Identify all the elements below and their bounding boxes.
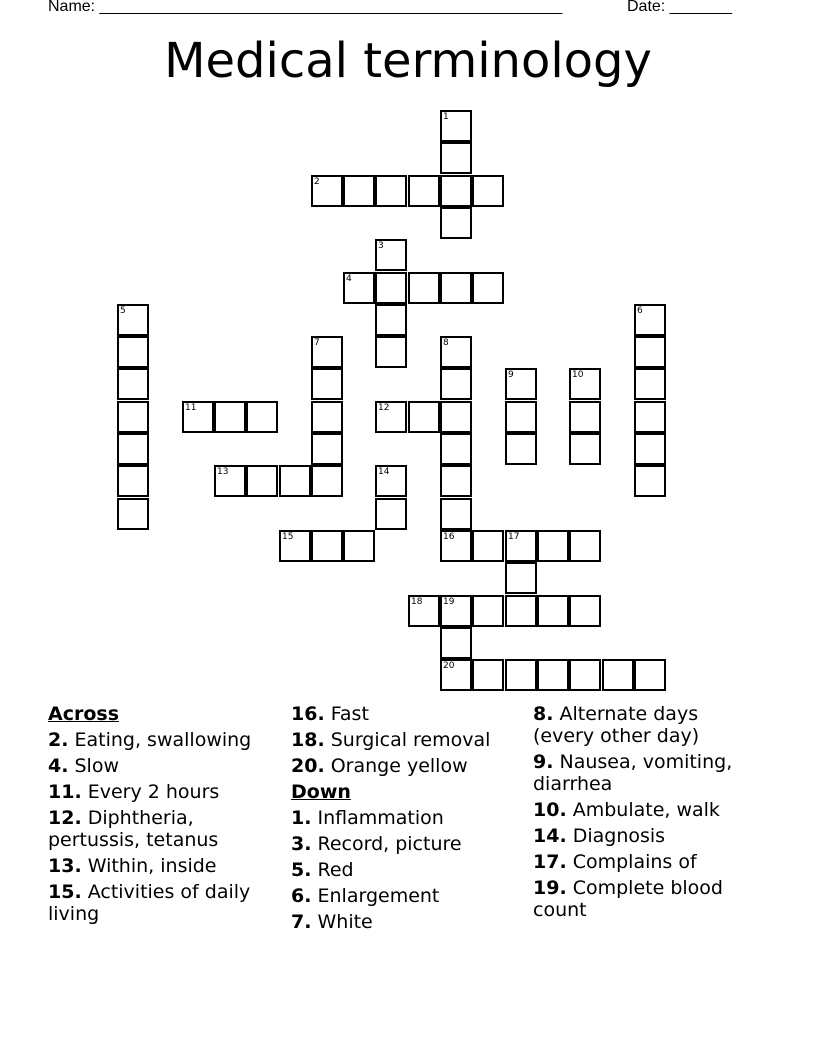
- crossword-cell[interactable]: [375, 304, 407, 336]
- crossword-cell[interactable]: [569, 530, 601, 562]
- crossword-cell[interactable]: [117, 336, 149, 368]
- clue-item-text: Slow: [68, 755, 119, 777]
- page-title: Medical terminology: [164, 33, 652, 89]
- clue-number: 6: [637, 306, 643, 316]
- crossword-cell[interactable]: [472, 530, 504, 562]
- clue-number: 12: [378, 403, 390, 413]
- crossword-cell[interactable]: [117, 433, 149, 465]
- clue-item: [533, 751, 765, 795]
- clue-number: 1: [443, 112, 449, 122]
- crossword-cell[interactable]: [505, 530, 537, 562]
- clue-item: [291, 833, 523, 855]
- crossword-cell[interactable]: [440, 368, 472, 400]
- crossword-cell[interactable]: [602, 659, 634, 691]
- clue-item-text: Diagnosis: [566, 825, 666, 847]
- clue-item-text: Eating, swallowing: [68, 729, 252, 751]
- clue-item-text: Alternate days (every other day): [533, 703, 700, 747]
- crossword-cell[interactable]: [279, 530, 311, 562]
- clue-number: 19: [443, 597, 455, 607]
- crossword-cell[interactable]: [569, 368, 601, 400]
- crossword-cell[interactable]: [214, 465, 246, 497]
- clue-number: 17: [508, 532, 520, 542]
- crossword-cell[interactable]: [569, 595, 601, 627]
- clue-item: [48, 881, 280, 925]
- crossword-cell[interactable]: [440, 175, 472, 207]
- crossword-cell[interactable]: [311, 433, 343, 465]
- crossword-cell[interactable]: [569, 401, 601, 433]
- clue-item-text: Fast: [324, 703, 369, 725]
- crossword-cell[interactable]: [117, 465, 149, 497]
- clue-item-number: 20.: [291, 755, 325, 777]
- crossword-cell[interactable]: [440, 595, 472, 627]
- clue-item-number: 2.: [48, 729, 69, 751]
- clue-item-text: Surgical removal: [324, 729, 491, 751]
- clue-item-text: Red: [311, 859, 354, 881]
- crossword-cell[interactable]: [634, 433, 666, 465]
- crossword-cell[interactable]: [505, 368, 537, 400]
- clue-number: 16: [443, 532, 455, 542]
- clue-number: 15: [282, 532, 294, 542]
- clue-item-number: 10.: [533, 799, 567, 821]
- clue-number: 3: [378, 241, 384, 251]
- crossword-cell[interactable]: [440, 530, 472, 562]
- clue-item-text: Orange yellow: [324, 755, 468, 777]
- crossword-cell[interactable]: [117, 304, 149, 336]
- clue-item-text: Diphtheria, pertussis, tetanus: [48, 807, 219, 851]
- crossword-cell[interactable]: [569, 433, 601, 465]
- clue-number: 9: [508, 370, 514, 380]
- clue-section-heading: Across: [48, 703, 120, 725]
- clue-number: 2: [314, 177, 320, 187]
- clue-column-3: [533, 703, 765, 925]
- crossword-cell[interactable]: [343, 272, 375, 304]
- clue-column-1: [48, 703, 280, 929]
- crossword-cell[interactable]: [440, 272, 472, 304]
- clue-item: [291, 755, 523, 777]
- clue-item-number: 19.: [533, 877, 567, 899]
- crossword-cell[interactable]: [375, 465, 407, 497]
- clue-item-number: 1.: [291, 807, 312, 829]
- crossword-cell[interactable]: [408, 175, 440, 207]
- crossword-cell[interactable]: [505, 659, 537, 691]
- crossword-cell[interactable]: [311, 401, 343, 433]
- crossword-cell[interactable]: [246, 401, 278, 433]
- crossword-cell[interactable]: [408, 401, 440, 433]
- crossword-cell[interactable]: [343, 530, 375, 562]
- clue-item-number: 18.: [291, 729, 325, 751]
- crossword-cell[interactable]: [440, 465, 472, 497]
- crossword-cell[interactable]: [408, 595, 440, 627]
- clue-item: [48, 781, 280, 803]
- clue-item-number: 6.: [291, 885, 312, 907]
- crossword-cell[interactable]: [440, 433, 472, 465]
- crossword-cell[interactable]: [375, 401, 407, 433]
- clue-number: 20: [443, 661, 455, 671]
- clue-item-number: 12.: [48, 807, 82, 829]
- clue-item-number: 3.: [291, 833, 312, 855]
- crossword-cell[interactable]: [505, 562, 537, 594]
- clue-number: 18: [411, 597, 423, 607]
- crossword-cell[interactable]: [343, 175, 375, 207]
- crossword-cell[interactable]: [440, 207, 472, 239]
- clue-item-number: 11.: [48, 781, 82, 803]
- crossword-cell[interactable]: [440, 110, 472, 142]
- clue-item-number: 7.: [291, 911, 312, 933]
- crossword-cell[interactable]: [311, 368, 343, 400]
- crossword-cell[interactable]: [246, 465, 278, 497]
- clue-number: 10: [572, 370, 584, 380]
- crossword-cell[interactable]: [440, 627, 472, 659]
- clue-item-number: 13.: [48, 855, 82, 877]
- clue-item-text: Activities of daily living: [48, 881, 251, 925]
- clue-item: [48, 855, 280, 877]
- clue-item-number: 5.: [291, 859, 312, 881]
- clue-item-number: 17.: [533, 851, 567, 873]
- date-field-label: Date: _______: [627, 0, 732, 15]
- crossword-cell[interactable]: [375, 239, 407, 271]
- crossword-cell[interactable]: [537, 530, 569, 562]
- clue-number: 7: [314, 338, 320, 348]
- crossword-cell[interactable]: [311, 530, 343, 562]
- crossword-cell[interactable]: [375, 336, 407, 368]
- crossword-cell[interactable]: [408, 272, 440, 304]
- crossword-cell[interactable]: [505, 401, 537, 433]
- clue-number: 11: [185, 403, 197, 413]
- clue-section-heading: Down: [291, 781, 351, 803]
- clue-item: [48, 755, 280, 777]
- crossword-cell[interactable]: [472, 595, 504, 627]
- clue-item-text: Inflammation: [311, 807, 444, 829]
- crossword-cell[interactable]: [375, 272, 407, 304]
- clue-item: [291, 807, 523, 829]
- crossword-cell[interactable]: [440, 498, 472, 530]
- clue-item-number: 16.: [291, 703, 325, 725]
- crossword-cell[interactable]: [634, 465, 666, 497]
- clue-column-2: [291, 703, 523, 937]
- clue-item-number: 4.: [48, 755, 69, 777]
- clue-item: [533, 703, 765, 747]
- clue-item-text: Enlargement: [311, 885, 440, 907]
- crossword-cell[interactable]: [472, 659, 504, 691]
- clue-item: [291, 703, 523, 725]
- crossword-cell[interactable]: [440, 336, 472, 368]
- clue-item-number: 9.: [533, 751, 554, 773]
- crossword-cell[interactable]: [214, 401, 246, 433]
- crossword-cell[interactable]: [505, 595, 537, 627]
- crossword-cell[interactable]: [311, 336, 343, 368]
- crossword-cell[interactable]: [117, 498, 149, 530]
- crossword-cell[interactable]: [472, 175, 504, 207]
- clue-item: [533, 851, 765, 873]
- clue-item-text: Nausea, vomiting, diarrhea: [533, 751, 733, 795]
- clue-item: [48, 729, 280, 751]
- clue-number: 13: [217, 467, 229, 477]
- crossword-cell[interactable]: [440, 401, 472, 433]
- crossword-cell[interactable]: [537, 659, 569, 691]
- clue-item: [291, 885, 523, 907]
- crossword-cell[interactable]: [634, 368, 666, 400]
- clue-item-number: 15.: [48, 881, 82, 903]
- clue-item-text: Every 2 hours: [81, 781, 220, 803]
- crossword-cell[interactable]: [117, 401, 149, 433]
- crossword-cell[interactable]: [569, 659, 601, 691]
- clue-item: [533, 799, 765, 821]
- clue-item: [533, 877, 765, 921]
- crossword-cell[interactable]: [440, 659, 472, 691]
- clue-item-text: Ambulate, walk: [566, 799, 720, 821]
- crossword-cell[interactable]: [634, 401, 666, 433]
- crossword-cell[interactable]: [505, 433, 537, 465]
- clue-number: 14: [378, 467, 390, 477]
- crossword-cell[interactable]: [375, 175, 407, 207]
- clue-item-number: 14.: [533, 825, 567, 847]
- clue-item: [533, 825, 765, 847]
- name-field-label: Name: ____________________________________________________: [48, 0, 563, 15]
- clue-item-text: Within, inside: [81, 855, 217, 877]
- clue-item-number: 8.: [533, 703, 554, 725]
- crossword-cell[interactable]: [634, 304, 666, 336]
- clue-item: [48, 807, 280, 851]
- crossword-cell[interactable]: [537, 595, 569, 627]
- crossword-cell[interactable]: [472, 272, 504, 304]
- clue-item-text: Complains of: [566, 851, 697, 873]
- crossword-cell[interactable]: [634, 336, 666, 368]
- clue-item-text: White: [311, 911, 373, 933]
- crossword-cell[interactable]: [117, 368, 149, 400]
- crossword-cell[interactable]: [311, 465, 343, 497]
- clue-item: [291, 729, 523, 751]
- clue-number: 8: [443, 338, 449, 348]
- clue-item: [291, 911, 523, 933]
- crossword-cell[interactable]: [440, 142, 472, 174]
- clue-item-text: Complete blood count: [533, 877, 723, 921]
- clue-number: 4: [346, 274, 352, 284]
- clue-number: 5: [120, 306, 126, 316]
- crossword-cell[interactable]: [182, 401, 214, 433]
- clue-item-text: Record, picture: [311, 833, 462, 855]
- clue-item: [291, 859, 523, 881]
- crossword-cell[interactable]: [375, 498, 407, 530]
- crossword-cell[interactable]: [634, 659, 666, 691]
- crossword-cell[interactable]: [311, 175, 343, 207]
- crossword-cell[interactable]: [279, 465, 311, 497]
